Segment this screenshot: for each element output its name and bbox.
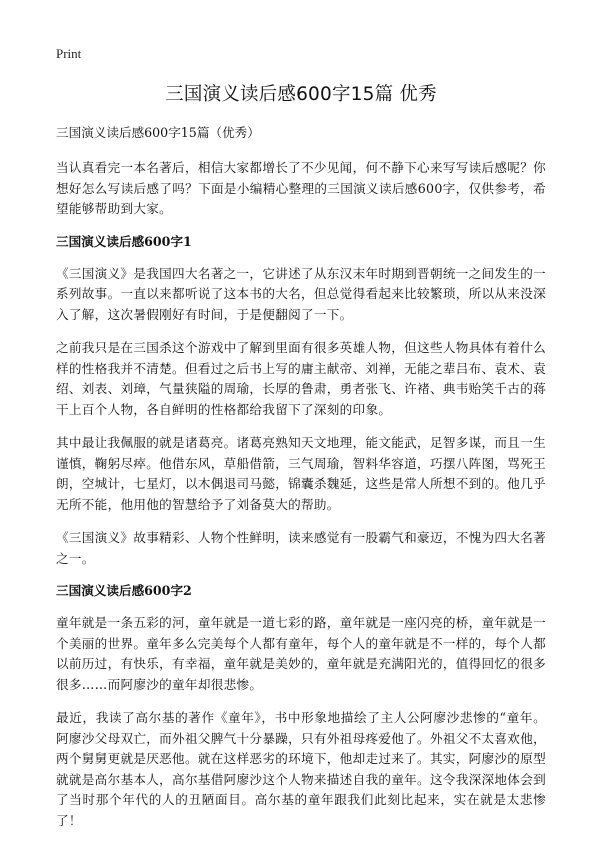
paragraph: 最近，我读了高尔基的著作《童年》，书中形象地描绘了主人公阿廖沙悲惨的“童年。阿廖沙父母双亡，而外祖父脾气十分暴躁，只有外祖母疼爱他了。外祖父不太喜欢他，两个舅舅更就是厌恶他。就在这样恶劣的环境下，他却走过来了。其实，阿廖沙的原型就就是高尔基本人，高尔基借阿廖沙这个人物来描述自我的童年。这令我深深地体会到了当时那个年代的人的丑陋面目。高尔基的童年跟我们此刻比起来，实在就是太悲惨了！ <box>56 710 546 828</box>
print-link[interactable]: Print <box>56 46 82 61</box>
article-title: 三国演义读后感600字15篇 优秀 <box>165 84 437 105</box>
article-subtitle: 三国演义读后感600字15篇（优秀） <box>56 125 260 140</box>
paragraph: 《三国演义》是我国四大名著之一，它讲述了从东汉末年时期到晋朝统一之间发生的一系列故事。一直以来都听说了这本书的大名，但总觉得看起来比较繁琐，所以从来没深入了解，这次暑假刚好有时间，于是便翻阅了一下。 <box>56 265 546 322</box>
intro-paragraph: 当认真看完一本名著后，相信大家都增长了不少见闻，何不静下心来写写读后感呢？你想好怎么写读后感了吗？下面是小编精心整理的三国演义读后感600字，仅供参考，希望能够帮助到大家。 <box>56 160 546 216</box>
article-content <box>56 80 546 844</box>
section-heading: 三国演义读后感600字2 <box>56 583 192 598</box>
paragraph: 其中最让我佩服的就是诸葛亮。诸葛亮熟知天文地理，能文能武，足智多谋，而且一生谨慎，鞠躬尽瘁。他借东风，草船借箭，三气周瑜，智料华容道，巧摆八阵图，骂死王朗，空城计，七星灯，以木偶退司马懿，锦囊杀魏延，这些是常人所想不到的。他几乎无所不能，他用他的智慧给予了刘备莫大的帮助。 <box>56 435 546 512</box>
paragraph: 之前我只是在三国杀这个游戏中了解到里面有很多英雄人物，但这些人物具体有着什么样的性格我并不清楚。但看过之后书上写的庸主献帝、刘禅，无能之辈吕布、袁术、袁绍、刘表、刘璋，气量狭隘的周瑜，长厚的鲁肃，勇者张飞、许褚、典韦贻笑千古的蒋干上百个人物，各自鲜明的性格都给我留下了深刻的印象。 <box>56 340 546 417</box>
section-heading: 三国演义读后感600字1 <box>56 233 192 249</box>
paragraph: 童年就是一条五彩的河，童年就是一道七彩的路，童年就是一座闪亮的桥，童年就是一个美丽的世界。童年多么完美每个人都有童年，每个人的童年就是不一样的，每个人都以前历过，有快乐，有幸福，童年就是美妙的，童年就是充满阳光的，值得回忆的很多很多……而阿廖沙的童年却很悲惨。 <box>56 615 546 692</box>
paragraph: 《三国演义》故事精彩、人物个性鲜明，读来感觉有一股霸气和豪迈，不愧为四大名著之一。 <box>56 530 546 566</box>
